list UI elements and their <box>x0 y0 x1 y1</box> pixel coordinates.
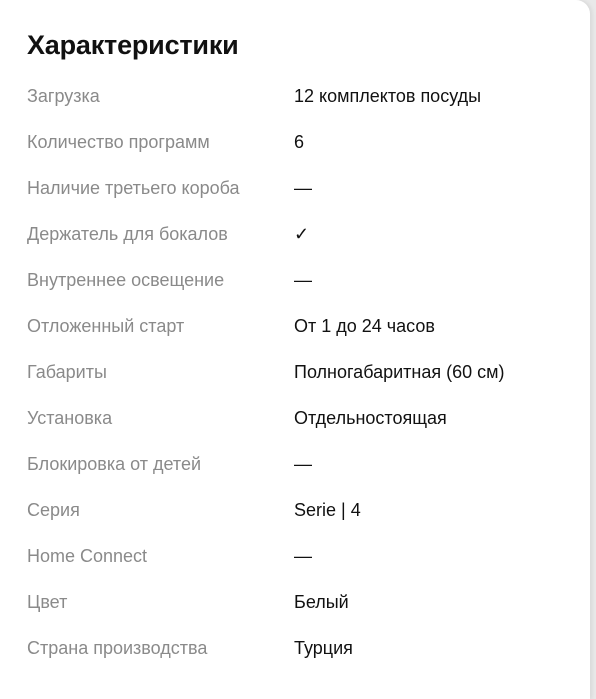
spec-row-third-basket <box>0 165 590 211</box>
spec-row-child-lock <box>0 441 590 487</box>
spec-row-glass-holder <box>0 211 590 257</box>
spec-row-dimensions <box>0 349 590 395</box>
spec-value: — <box>294 545 312 566</box>
spec-label: Держатель для бокалов <box>27 223 228 244</box>
checkmark-icon: ✓ <box>294 223 310 244</box>
spec-row-series <box>0 487 590 533</box>
spec-value: Турция <box>294 637 353 658</box>
spec-label: Наличие третьего короба <box>27 177 240 198</box>
spec-value: — <box>294 177 312 198</box>
section-title: Характеристики <box>27 30 239 60</box>
spec-value: Белый <box>294 591 349 612</box>
spec-value: Полногабаритная (60 см) <box>294 361 505 382</box>
spec-label: Серия <box>27 499 80 520</box>
spec-label: Загрузка <box>27 85 100 106</box>
spec-row-load <box>0 73 590 119</box>
spec-row-country <box>0 625 590 671</box>
spec-label: Блокировка от детей <box>27 453 202 474</box>
spec-row-home-connect <box>0 533 590 579</box>
spec-label: Цвет <box>27 591 68 612</box>
spec-label: Установка <box>27 407 113 428</box>
spec-row-programs <box>0 119 590 165</box>
spec-row-color <box>0 579 590 625</box>
spec-value: — <box>294 453 312 474</box>
spec-value: От 1 до 24 часов <box>294 315 435 336</box>
spec-label: Габариты <box>27 361 107 382</box>
spec-value: Serie | 4 <box>294 499 361 520</box>
spec-label: Количество программ <box>27 131 210 152</box>
spec-label: Отложенный старт <box>27 315 185 336</box>
spec-value: 12 комплектов посуды <box>294 85 482 106</box>
spec-row-interior-light <box>0 257 590 303</box>
spec-value: Отдельностоящая <box>294 407 447 428</box>
spec-value: — <box>294 269 312 290</box>
spec-label: Внутреннее освещение <box>27 269 225 290</box>
spec-label: Страна производства <box>27 637 208 658</box>
spec-row-delay-start <box>0 303 590 349</box>
spec-row-installation <box>0 395 590 441</box>
spec-value: 6 <box>294 131 305 152</box>
specs-list <box>0 73 590 671</box>
spec-label: Home Connect <box>27 545 148 566</box>
